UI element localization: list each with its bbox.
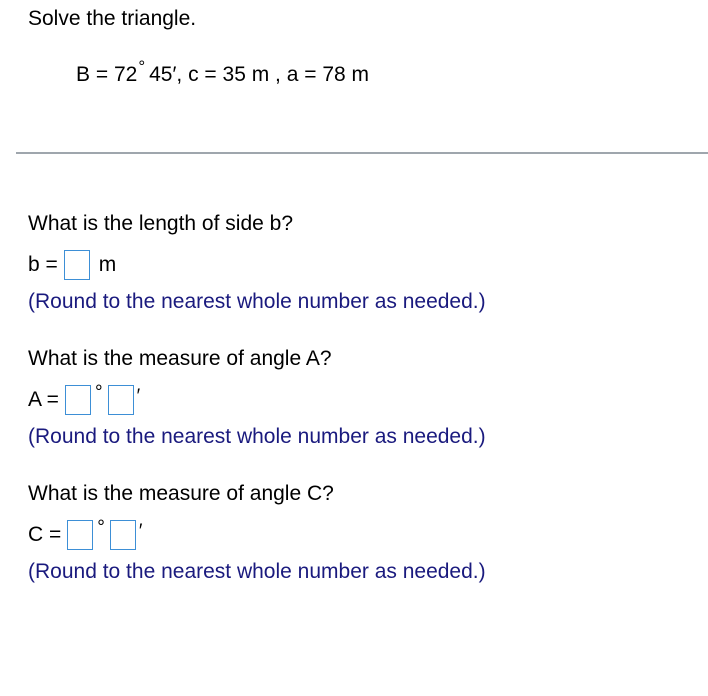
degree-symbol: ° <box>138 57 146 76</box>
question-side-b: What is the length of side b? <box>28 212 293 235</box>
question-angle-c: What is the measure of angle C? <box>28 482 334 505</box>
angle-a-degrees-input[interactable] <box>65 385 91 415</box>
rounding-hint-c: (Round to the nearest whole number as needed.) <box>28 560 486 583</box>
side-b-input[interactable] <box>64 250 90 280</box>
angle-c-degrees-input[interactable] <box>67 520 93 550</box>
degree-symbol: ° <box>94 382 103 403</box>
minute-symbol: ′ <box>136 386 141 407</box>
answer-label-a: A = <box>28 388 59 411</box>
answer-row-side-b <box>28 248 116 282</box>
answer-label-b: b = <box>28 253 58 276</box>
angle-c-minutes-input[interactable] <box>110 520 136 550</box>
answer-row-angle-a <box>28 383 140 417</box>
given-rest-values: 45′, c = 35 m , a = 78 m <box>149 63 370 86</box>
answer-row-angle-c <box>28 518 142 552</box>
answer-label-c: C = <box>28 523 62 546</box>
degree-symbol: ° <box>97 517 105 538</box>
section-divider <box>16 152 708 154</box>
given-values <box>76 57 370 87</box>
given-b-value: B = 72 <box>76 63 138 86</box>
rounding-hint-b: (Round to the nearest whole number as needed.) <box>28 290 486 313</box>
question-angle-a: What is the measure of angle A? <box>28 347 332 370</box>
angle-a-minutes-input[interactable] <box>108 385 134 415</box>
rounding-hint-a: (Round to the nearest whole number as needed.) <box>28 425 486 448</box>
unit-label-m: m <box>98 253 117 276</box>
problem-title: Solve the triangle. <box>28 7 197 30</box>
minute-symbol: ′ <box>138 521 143 542</box>
